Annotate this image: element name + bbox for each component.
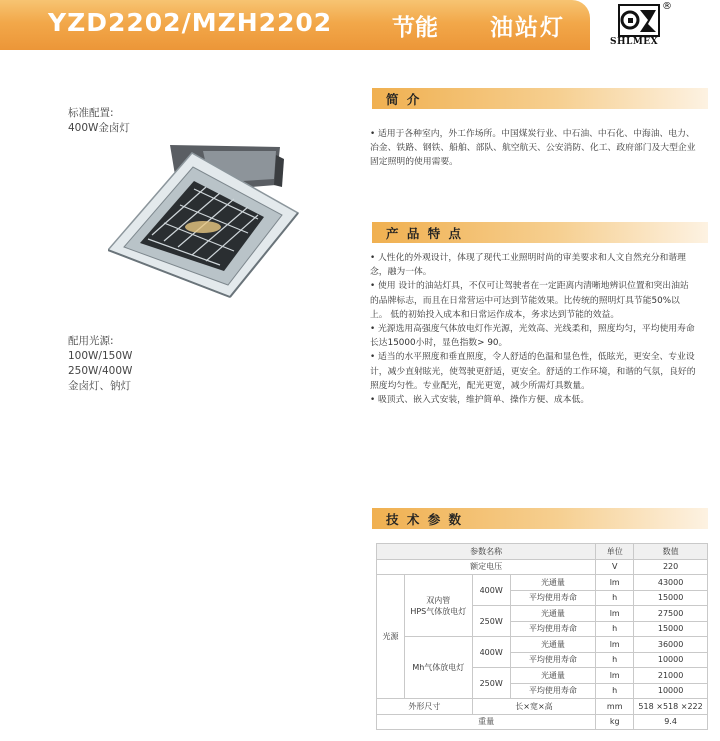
features-title: 产 品 特 点	[386, 226, 464, 241]
value-header: 数值	[634, 544, 708, 560]
model-title: YZD2202/MZH2202	[48, 8, 333, 37]
brand-logo	[606, 1, 706, 50]
mh250-life: 10000	[634, 683, 708, 699]
spec-title: 技 术 参 数	[386, 512, 464, 527]
feature-item: • 适当的水平照度和垂直照度，令人舒适的色温和显色性，低眩光，更安全、专业设计，减少直射眩光，使驾驶更舒适，更安全。舒适的工作环境，和谐的气氛，良好的照度均匀性。专业配光，配光更宽，减少所需灯具数量。	[370, 352, 696, 391]
light-source-line1: 100W/150W	[68, 350, 133, 362]
mh400-life: 10000	[634, 652, 708, 668]
lm-unit: lm	[596, 668, 634, 684]
lm-unit: lm	[596, 606, 634, 622]
size-value: 518 ×518 ×222	[634, 699, 708, 715]
flux-label: 光通量	[510, 668, 596, 684]
life-label: 平均使用寿命	[510, 621, 596, 637]
standard-config-title: 标准配置:	[68, 107, 114, 119]
light-source-group: 光源	[377, 575, 405, 699]
hps250-life: 15000	[634, 621, 708, 637]
weight-label: 重量	[377, 714, 596, 730]
life-label: 平均使用寿命	[510, 590, 596, 606]
h-unit: h	[596, 683, 634, 699]
hps400-life: 15000	[634, 590, 708, 606]
mh-250w: 250W	[472, 668, 510, 699]
light-source-title: 配用光源:	[68, 335, 114, 347]
intro-section-header	[372, 88, 708, 109]
header-word-lamp: 油站灯	[490, 15, 565, 41]
hps-400w: 400W	[472, 575, 510, 606]
life-label: 平均使用寿命	[510, 652, 596, 668]
lamp-image	[108, 135, 308, 300]
voltage-value: 220	[634, 559, 708, 575]
header-word-energy: 节能	[392, 15, 438, 41]
header-bar	[0, 0, 590, 50]
hps-250w: 250W	[472, 606, 510, 637]
hps250-flux: 27500	[634, 606, 708, 622]
voltage-label: 额定电压	[377, 559, 596, 575]
spec-header-row	[377, 544, 708, 560]
h-unit: h	[596, 590, 634, 606]
mh-400w: 400W	[472, 637, 510, 668]
spec-table	[376, 543, 708, 730]
table-row	[377, 575, 708, 591]
feature-item: • 使用 设计的油站灯具，不仅可让驾驶者在一定距离内清晰地辨识位置和突出油站的品牌标志，而且在日常营运中可达到节能效果。比传统的照明灯具节能50%以上。 低的初始投入成本和日常运作成本，务求达到节能的效益。	[370, 281, 689, 320]
flux-label: 光通量	[510, 606, 596, 622]
lm-unit: lm	[596, 637, 634, 653]
mh250-flux: 21000	[634, 668, 708, 684]
table-row	[377, 559, 708, 575]
standard-config-value: 400W金卤灯	[68, 122, 130, 134]
table-row	[377, 699, 708, 715]
h-unit: h	[596, 652, 634, 668]
feature-item: • 光源选用高强度气体放电灯作光源，光效高、光线柔和，照度均匀，平均使用寿命长达15000小时，显色指数> 90。	[370, 324, 695, 349]
light-source-line2: 250W/400W	[68, 365, 133, 377]
intro-title: 简 介	[386, 92, 422, 107]
size-label: 外形尺寸	[377, 699, 473, 715]
table-row	[377, 714, 708, 730]
size-formula: 长×宽×高	[472, 699, 596, 715]
weight-unit: kg	[596, 714, 634, 730]
page-header	[0, 0, 720, 50]
size-unit: mm	[596, 699, 634, 715]
mh-lamp-label: Mh气体放电灯	[404, 637, 472, 699]
lm-unit: lm	[596, 575, 634, 591]
features-list	[370, 251, 696, 407]
mh400-flux: 36000	[634, 637, 708, 653]
table-row	[377, 637, 708, 653]
light-source-line3: 金卤灯、钠灯	[68, 380, 131, 392]
light-source-config	[68, 334, 132, 394]
standard-config	[68, 106, 130, 136]
spec-section-header	[372, 508, 708, 529]
logo-text: SHLMEX	[610, 37, 659, 47]
unit-header: 单位	[596, 544, 634, 560]
weight-value: 9.4	[634, 714, 708, 730]
logo-icon	[618, 4, 660, 37]
voltage-unit: V	[596, 559, 634, 575]
param-name-header: 参数名称	[377, 544, 596, 560]
registered-mark: ®	[662, 1, 672, 12]
flux-label: 光通量	[510, 575, 596, 591]
h-unit: h	[596, 621, 634, 637]
feature-item: • 吸顶式、嵌入式安装，维护简单、操作方便、成本低。	[370, 395, 590, 406]
hps400-flux: 43000	[634, 575, 708, 591]
feature-item: • 人性化的外观设计，体现了现代工业照明时尚的审美要求和人文自然充分和谐理念，融为一体。	[370, 253, 686, 278]
features-section-header	[372, 222, 708, 243]
flux-label: 光通量	[510, 637, 596, 653]
life-label: 平均使用寿命	[510, 683, 596, 699]
hps-lamp-label: 双内管 HPS气体放电灯	[404, 575, 472, 637]
intro-text: • 适用于各种室内，外工作场所。中国煤炭行业、中石油、中石化、中海油、电力、冶金、铁路、钢铁、船舶、部队、航空航天、公安消防、化工、政府部门及大型企业固定照明的使用需要。	[370, 129, 696, 168]
